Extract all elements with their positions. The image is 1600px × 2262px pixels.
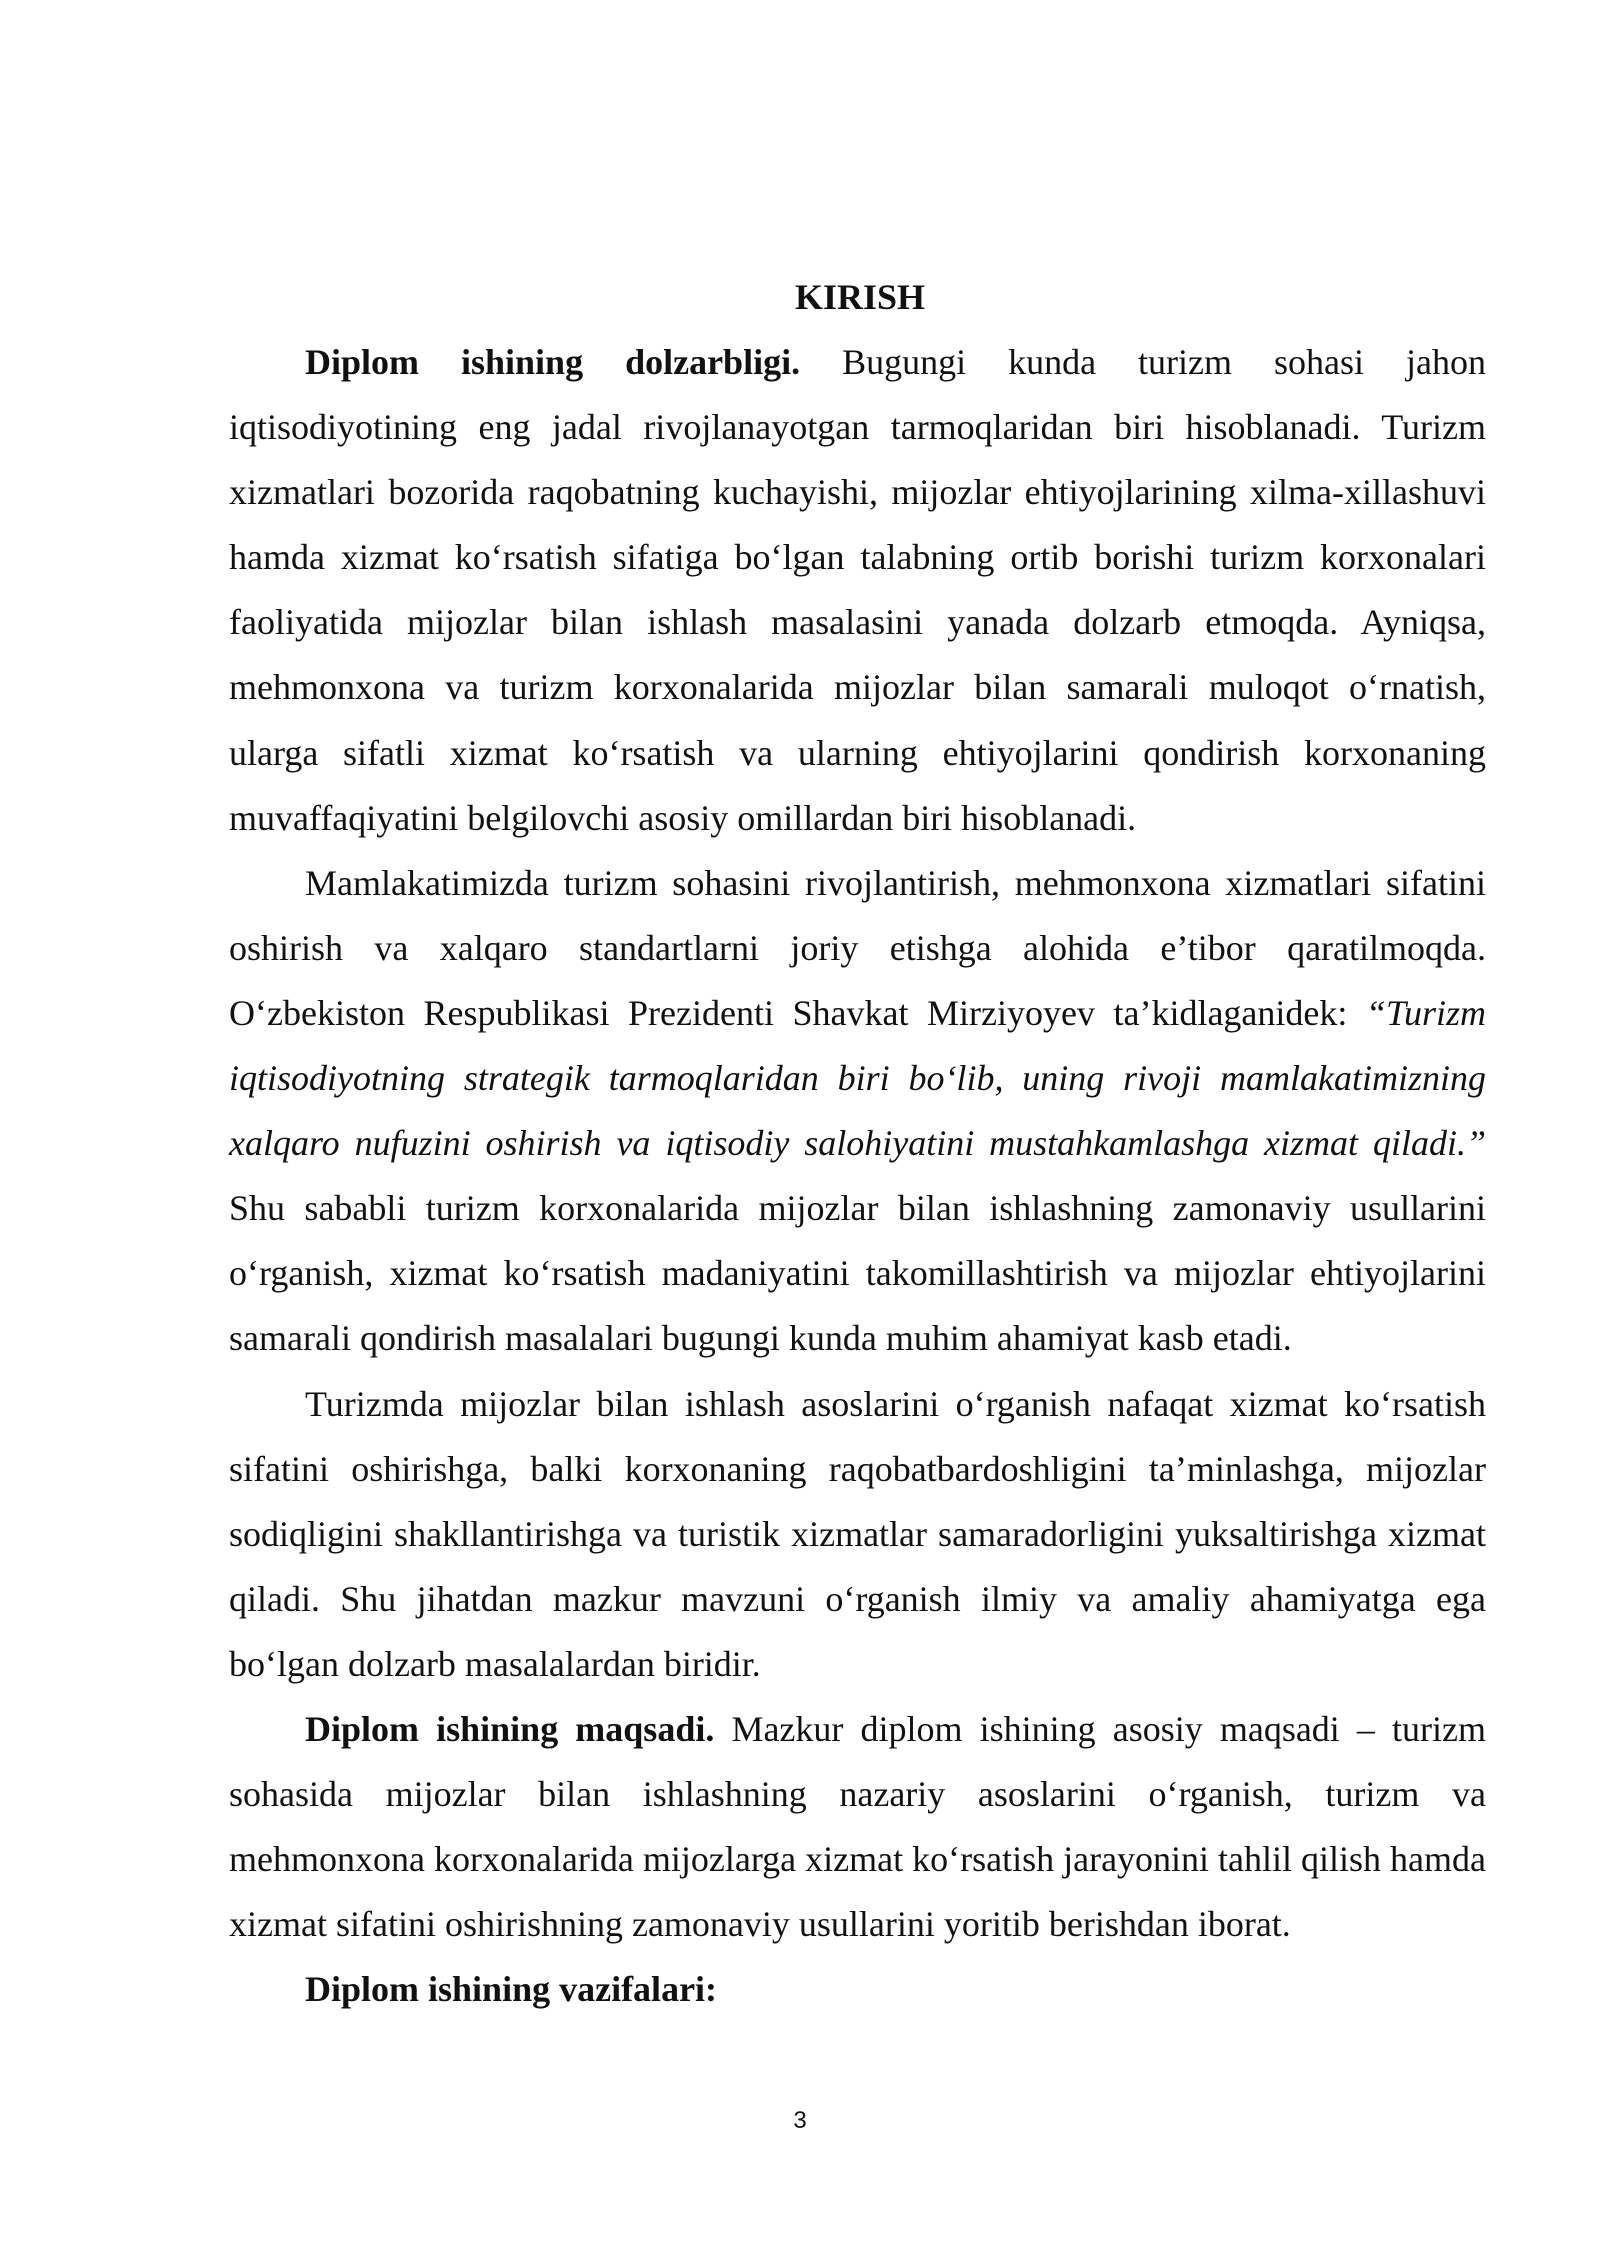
page-content: [229, 265, 1486, 2022]
paragraph-tasks: [229, 1957, 1486, 2022]
goal-text: Mazkur diplom ishining asosiy maqsadi – turizm sohasida mijozlar bilan ishlashning nazariy asoslarini o‘rganish, turizm va mehmonxona korxonalarida mijozlarga xizmat ko‘rsatish jarayonini tahlil qilish hamda xizmat sifatini oshirishning zamonaviy usullarini yoritib berishdan iborat.: [229, 1708, 1487, 1945]
paragraph-importance: [229, 1372, 1486, 1697]
importance-text: Turizmda mijozlar bilan ishlash asoslarini o‘rganish nafaqat xizmat ko‘rsatish sifatini oshirishga, balki korxonaning raqobatbardoshligini ta’minlashga, mijozlar sodiqligini shakllantirishga va turistik xizmatlar samaradorligini yuksaltirishga xizmat qiladi. Shu jihatdan mazkur mavzuni o‘rganish ilmiy va amaliy ahamiyatga ega bo‘lgan dolzarb masalalardan biridir.: [229, 1383, 1486, 1684]
president-quote: “Turizm iqtisodiyotning strategik tarmoqlaridan biri bo‘lib, uning rivoji mamlakatimizning xalqaro nufuzini oshirish va iqtisodiy salohiyatini mustahkamlashga xizmat qiladi.”: [229, 992, 1486, 1164]
relevance-label: Diplom ishining dolzarbligi.: [305, 342, 801, 382]
policy-text-after: Shu sababli turizm korxonalarida mijozlar bilan ishlashning zamonaviy usullarini o‘rganish, xizmat ko‘rsatish madaniyatini takomillashtirish va mijozlar ehtiyojlarini samarali qondirish masalalari bugungi kunda muhim ahamiyat kasb etadi.: [229, 1188, 1486, 1359]
page-number: 3: [793, 2107, 807, 2134]
tasks-label: Diplom ishining vazifalari:: [305, 1969, 718, 2010]
paragraph-goal: [229, 1697, 1486, 1957]
section-heading: KIRISH: [794, 277, 926, 317]
relevance-text: Bugungi kunda turizm sohasi jahon iqtisodiyotining eng jadal rivojlanayotgan tarmoqlaridan biri hisoblanadi. Turizm xizmatlari bozorida raqobatning kuchayishi, mijozlar ehtiyojlarining xilma-xillashuvi hamda xizmat ko‘rsatish sifatiga bo‘lgan talabning ortib borishi turizm korxonalari faoliyatida mijozlar bilan ishlash masalasini yanada dolzarb etmoqda. Ayniqsa, mehmonxona va turizm korxonalarida mijozlar bilan samarali muloqot o‘rnatish, ularga sifatli xizmat ko‘rsatish va ularning ehtiyojlarini qondirish korxonaning muvaffaqiyatini belgilovchi asosiy omillardan biri hisoblanadi.: [229, 342, 1486, 838]
goal-label: Diplom ishining maqsadi.: [305, 1708, 715, 1749]
policy-text-before: Mamlakatimizda turizm sohasini rivojlantirish, mehmonxona xizmatlari sifatini oshirish va xalqaro standartlarni joriy etishga alohida e’tibor qaratilmoqda. O‘zbekiston Respublikasi Prezidenti Shavkat Mirziyoyev ta’kidlaganidek:: [229, 862, 1486, 1033]
paragraph-national-policy: [229, 851, 1486, 1372]
paragraph-relevance: [229, 330, 1486, 851]
